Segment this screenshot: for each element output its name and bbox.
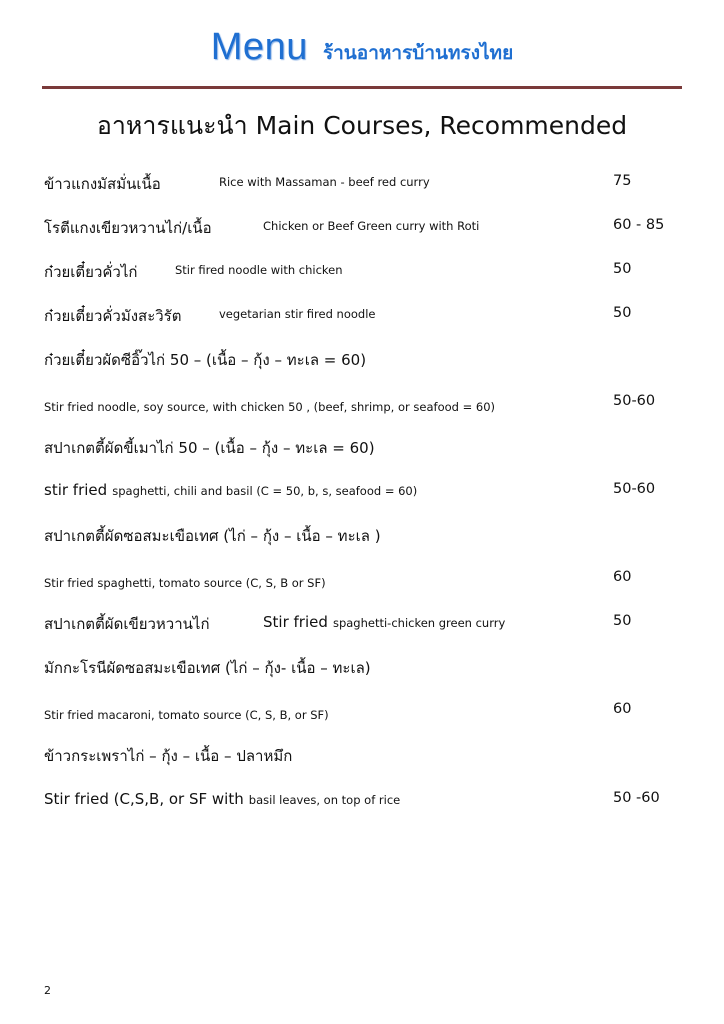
- item-price: 60: [613, 701, 632, 717]
- menu-item-thai-line: [44, 656, 371, 680]
- item-english-name: spaghetti, chili and basil (C = 50, b, s, seafood = 60): [112, 484, 418, 498]
- item-thai-name: โรตีแกงเขียวหวานไก่/เนื้อ: [44, 219, 212, 237]
- menu-item-row: [44, 260, 343, 284]
- item-english-name: Stir fired noodle with chicken: [175, 263, 343, 277]
- item-price: 50: [613, 305, 632, 321]
- item-english-name: Stir fried noodle, soy source, with chicken 50 , (beef, shrimp, or seafood = 60): [44, 400, 496, 414]
- section-title: อาหารแนะนำ Main Courses, Recommended: [96, 111, 628, 140]
- item-english-name: Stir fried spaghetti, tomato source (C, S, B or SF): [44, 576, 326, 590]
- menu-item-english-line: [44, 572, 326, 591]
- item-thai-name: สปาเกตตี้ผัดเขียวหวานไก่: [44, 615, 210, 633]
- item-price: 60: [613, 569, 632, 585]
- menu-item-thai-line: [44, 524, 381, 548]
- item-thai-name: ก๋วยเตี๋ยวผัดซีอิ๊วไก่ 50 – (เนื้อ – กุ้ง – ทะเล = 60): [44, 351, 367, 369]
- menu-item-row: [44, 172, 430, 196]
- menu-item-thai-line: [44, 436, 375, 460]
- menu-item-english-line: [44, 704, 329, 723]
- item-price: 50 -60: [613, 790, 660, 806]
- menu-item-row: [44, 304, 376, 328]
- menu-title: Menu: [210, 26, 308, 68]
- menu-header: [0, 26, 724, 69]
- item-english-name: Chicken or Beef Green curry with Roti: [263, 219, 480, 233]
- item-english-name: Rice with Massaman - beef red curry: [219, 175, 430, 189]
- item-thai-name: ข้าวกระเพราไก่ – กุ้ง – เนื้อ – ปลาหมึก: [44, 747, 293, 765]
- item-price: 60 - 85: [613, 217, 665, 233]
- item-price: 50: [613, 261, 632, 277]
- item-english-lead: Stir fried: [263, 613, 328, 631]
- item-price: 50: [613, 613, 632, 629]
- item-thai-name: ข้าวแกงมัสมั่นเนื้อ: [44, 175, 161, 193]
- shop-name: ร้านอาหารบ้านทรงไทย: [322, 42, 514, 64]
- item-thai-name: มักกะโรนีผัดซอสมะเขือเทศ (ไก่ – กุ้ง- เนื้อ – ทะเล): [44, 659, 371, 677]
- item-price: 75: [613, 173, 632, 189]
- menu-item-thai-line: [44, 744, 292, 768]
- item-english-lead: Stir fried (C,S,B, or SF with: [44, 790, 244, 808]
- item-english-lead: stir fried: [44, 481, 108, 499]
- item-english-group: [263, 612, 505, 631]
- menu-item-thai-line: [44, 348, 366, 372]
- item-english-name: basil leaves, on top of rice: [248, 793, 401, 807]
- item-thai-name: ก๋วยเตี๋ยวคั่วไก่: [44, 263, 138, 281]
- item-english-name: vegetarian stir fired noodle: [219, 307, 376, 321]
- item-english-name: spaghetti-chicken green curry: [332, 616, 506, 630]
- menu-item-row: [44, 216, 480, 240]
- item-price: 50-60: [613, 393, 656, 409]
- menu-item-english-line: [44, 789, 400, 808]
- header-divider: [42, 86, 682, 89]
- menu-item-english-line: [44, 396, 495, 415]
- item-english-name: Stir fried macaroni, tomato source (C, S, B, or SF): [44, 708, 329, 722]
- menu-item-english-line: [44, 480, 417, 499]
- item-thai-name: สปาเกตตี้ผัดขี้เมาไก่ 50 – (เนื้อ – กุ้ง – ทะเล = 60): [44, 439, 375, 457]
- page-number: 2: [44, 984, 51, 997]
- item-price: 50-60: [613, 481, 656, 497]
- menu-item-row: [44, 612, 506, 636]
- item-thai-name: ก๋วยเตี๋ยวคั่วมังสะวิรัต: [44, 307, 182, 325]
- item-thai-name: สปาเกตตี้ผัดซอสมะเขือเทศ (ไก่ – กุ้ง – เนื้อ – ทะเล ): [44, 527, 381, 545]
